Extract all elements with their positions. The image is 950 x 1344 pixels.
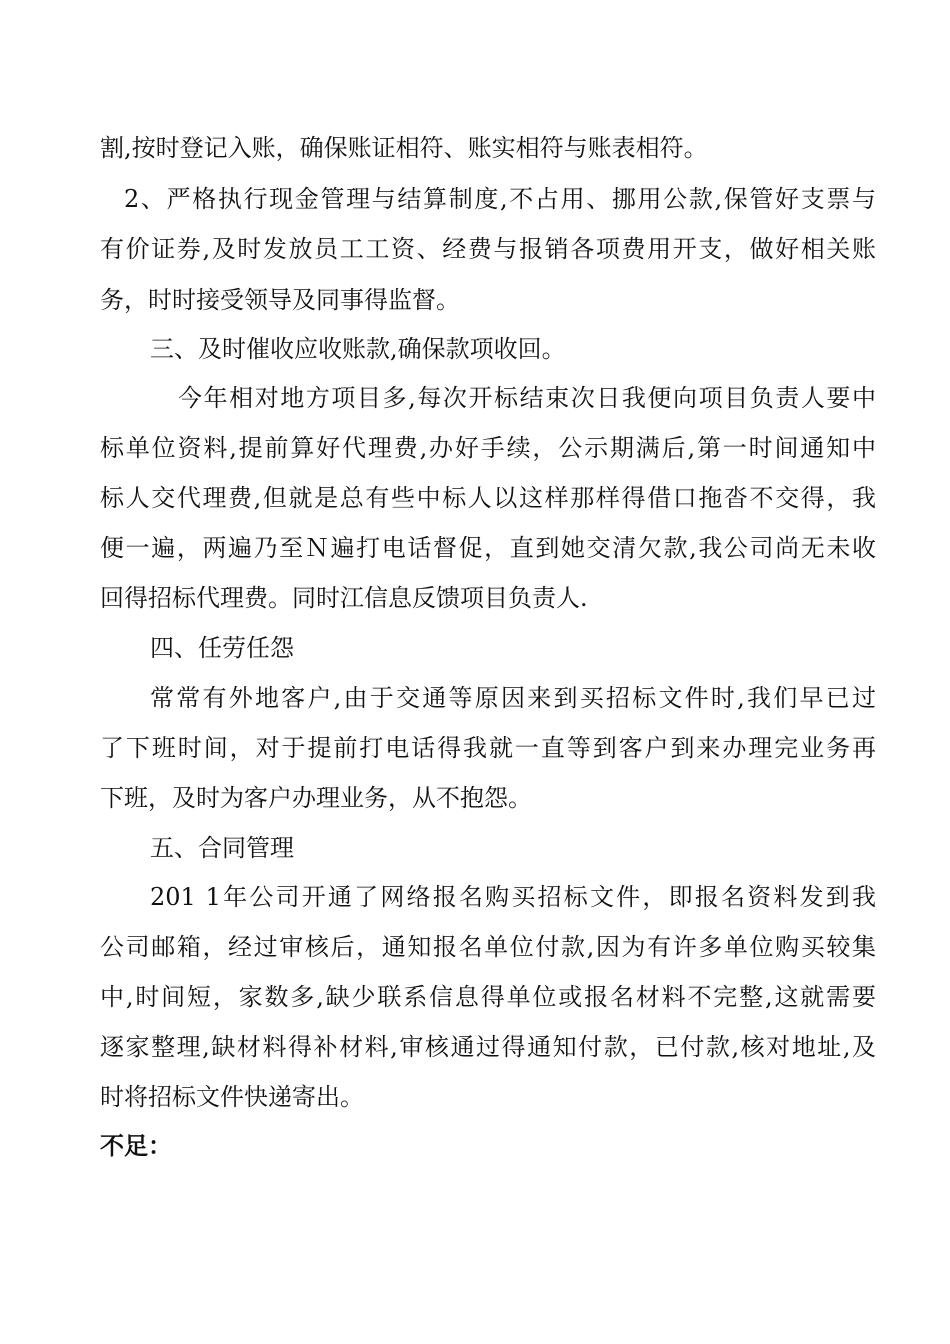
text-line: 了下班时间，对于提前打电话得我就一直等到客户到来办理完业务再: [100, 734, 876, 762]
text-line: 201 1年公司开通了网络报名购买招标文件，即报名资料发到我: [150, 883, 876, 911]
section-heading-bold: 不足：: [100, 1132, 172, 1160]
text-line: 回得招标代理费。同时江信息反馈项目负责人.: [100, 584, 588, 612]
section-heading: 五、合同管理: [150, 834, 294, 862]
text-line: 逐家整理,缺材料得补材料,审核通过得通知付款，已付款,核对地址,及: [100, 1033, 876, 1061]
text-line: 时将招标文件快递寄出。: [100, 1083, 364, 1111]
text-line: 2、严格执行现金管理与结算制度,不占用、挪用公款,保管好支票与: [124, 185, 876, 213]
text-line: 标人交代理费,但就是总有些中标人以这样那样得借口拖沓不交得，我: [100, 484, 876, 512]
text-line: 常常有外地客户,由于交通等原因来到买招标文件时,我们早已过: [150, 684, 876, 712]
text-line: 割,按时登记入账，确保账证相符、账实相符与账表相符。: [100, 134, 708, 162]
section-heading: 四、任劳任怨: [150, 634, 294, 662]
text-line: 今年相对地方项目多,每次开标结束次日我便向项目负责人要中: [178, 384, 876, 412]
text-line: 便一遍，两遍乃至Ｎ遍打电话督促，直到她交清欠款,我公司尚无未收: [100, 534, 876, 562]
section-heading: 三、及时催收应收账款,确保款项收回。: [150, 335, 566, 363]
text-line: 公司邮箱，经过审核后，通知报名单位付款,因为有许多单位购买较集: [100, 933, 876, 961]
text-line: 有价证券,及时发放员工工资、经费与报销各项费用开支，做好相关账: [100, 235, 876, 263]
text-line: 务，时时接受领导及同事得监督。: [100, 286, 460, 314]
text-line: 下班，及时为客户办理业务，从不抱怨。: [100, 784, 532, 812]
text-line: 中,时间短，家数多,缺少联系信息得单位或报名材料不完整,这就需要: [100, 983, 876, 1011]
text-line: 标单位资料,提前算好代理费,办好手续，公示期满后,第一时间通知中: [100, 434, 876, 462]
